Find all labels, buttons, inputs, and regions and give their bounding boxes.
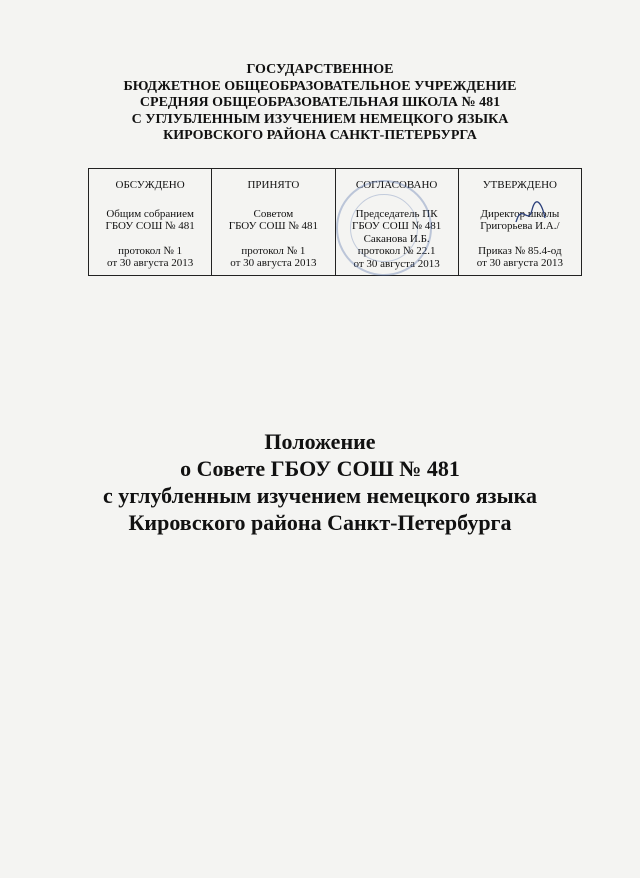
title-line: Кировского района Санкт-Петербурга (128, 510, 512, 535)
approval-line: Советом (253, 207, 294, 220)
approval-line: от 30 августа 2013 (107, 257, 194, 269)
title-line: с углубленным изучением немецкого языка (102, 483, 538, 508)
approval-line: от 30 августа 2013 (353, 257, 440, 270)
approval-line: Председатель ПК (355, 207, 438, 220)
approval-spacer (212, 233, 334, 245)
signature-icon (512, 196, 548, 232)
organization-header (60, 62, 580, 145)
header-line: ГОСУДАРСТВЕННОЕ (246, 62, 394, 77)
approval-line: Общим собранием (106, 207, 194, 220)
approval-line: Директор школы (480, 207, 560, 220)
approval-line: протокол № 1 (118, 244, 183, 257)
approval-line: Саканова И.Б. (363, 232, 430, 245)
header-line: СРЕДНЯЯ ОБЩЕОБРАЗОВАТЕЛЬНАЯ ШКОЛА № 481 (139, 95, 501, 110)
approval-line: протокол № 1 (241, 244, 306, 257)
approval-heading: УТВЕРЖДЕНО (482, 179, 557, 191)
approval-spacer (89, 233, 211, 245)
approval-line: ГБОУ СОШ № 481 (351, 220, 442, 232)
document-title (60, 428, 580, 536)
approval-heading: СОГЛАСОВАНО (355, 179, 438, 191)
title-line: Положение (264, 429, 376, 454)
approval-line: ГБОУ СОШ № 481 (228, 220, 319, 232)
approval-heading: ПРИНЯТО (247, 179, 300, 191)
round-seal-inner-icon (350, 194, 418, 262)
header-line: КИРОВСКОГО РАЙОНА САНКТ-ПЕТЕРБУРГА (163, 128, 477, 143)
approval-line: Григорьева И.А./ (480, 220, 560, 232)
header-line: БЮДЖЕТНОЕ ОБЩЕОБРАЗОВАТЕЛЬНОЕ УЧРЕЖДЕНИЕ (123, 78, 517, 94)
approval-spacer (459, 233, 581, 245)
approval-cell-accepted (212, 169, 335, 275)
header-line: С УГЛУБЛЕННЫМ ИЗУЧЕНИЕМ НЕМЕЦКОГО ЯЗЫКА (131, 111, 509, 127)
approval-line: от 30 августа 2013 (230, 257, 317, 269)
approval-line: протокол № 22.1 (357, 245, 436, 257)
title-line: о Совете ГБОУ СОШ № 481 (180, 456, 460, 481)
approval-line: ГБОУ СОШ № 481 (105, 220, 195, 232)
approval-heading: ОБСУЖДЕНО (115, 179, 185, 191)
approval-cell-discussed (89, 169, 212, 275)
approval-line: Приказ № 85.4-од (478, 244, 562, 257)
approval-line: от 30 августа 2013 (476, 257, 563, 269)
approval-table (88, 168, 582, 276)
